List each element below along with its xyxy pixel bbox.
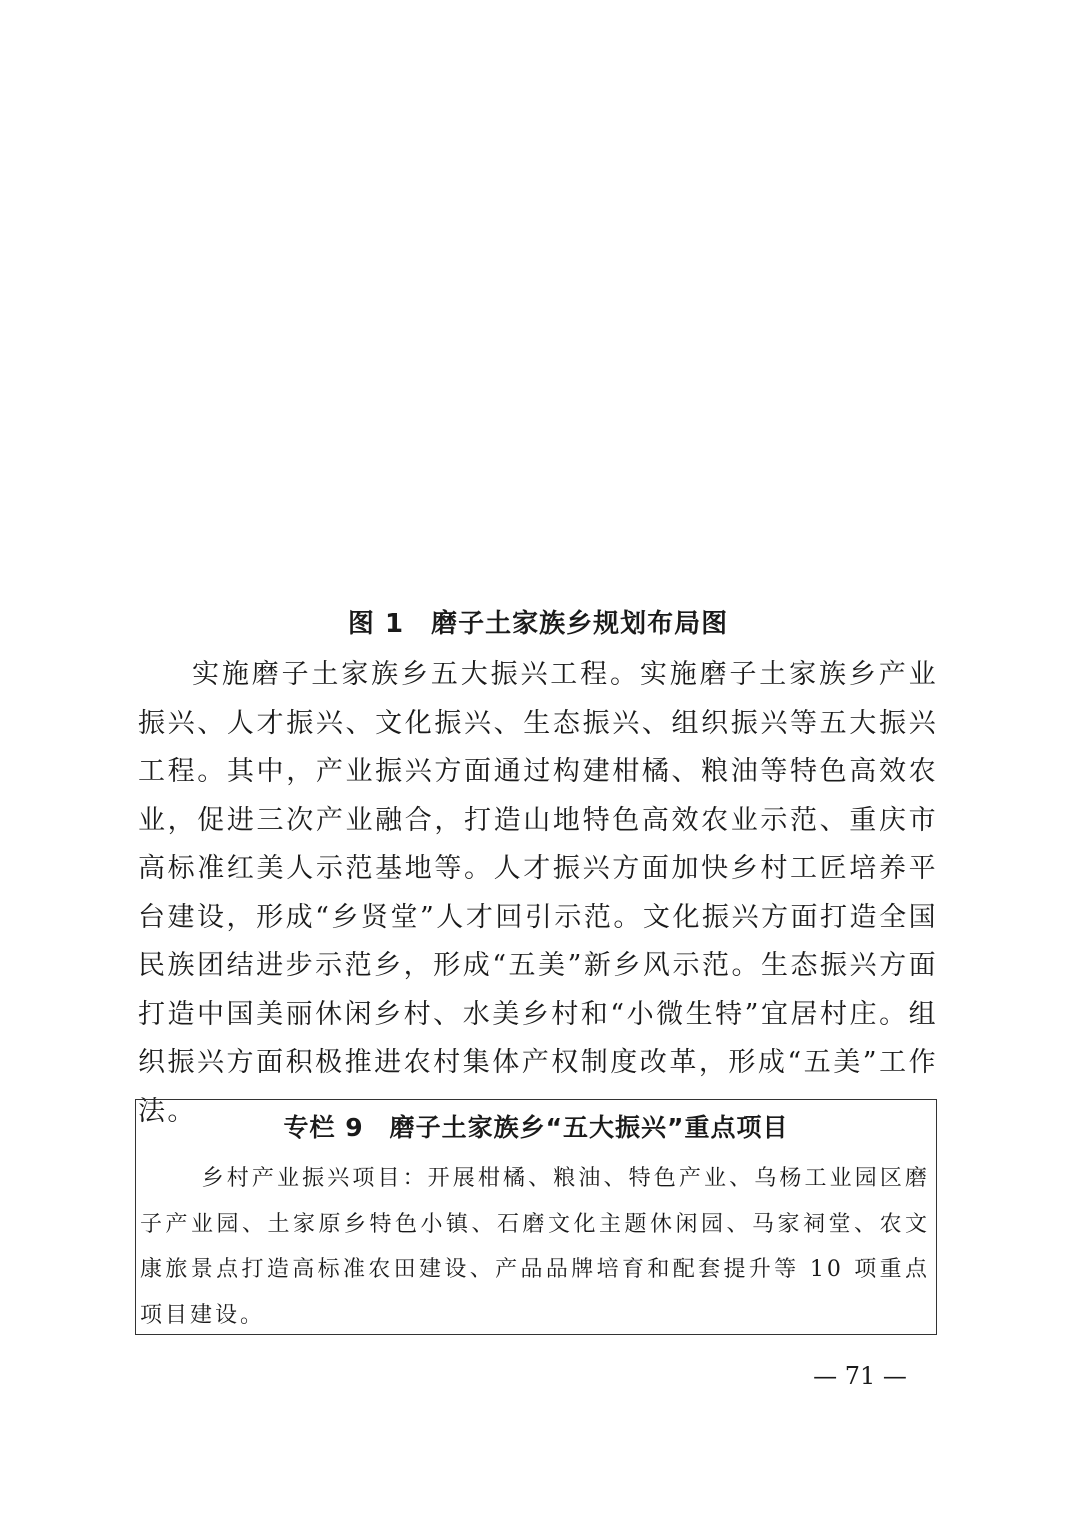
main-body — [138, 651, 938, 1136]
body-paragraph: 实施磨子土家族乡五大振兴工程。实施磨子土家族乡产业振兴、人才振兴、文化振兴、生态振兴、组织振兴等五大振兴工程。其中，产业振兴方面通过构建柑橘、粮油等特色高效农业，促进三次产业融合，打造山地特色高效农业示范、重庆市高标准红美人示范基地等。人才振兴方面加快乡村工匠培养平台建设，形成“乡贤堂”人才回引示范。文化振兴方面打造全国民族团结进步示范乡，形成“五美”新乡风示范。生态振兴方面打造中国美丽休闲乡村、水美乡村和“小微生特”宜居村庄。组织振兴方面积极推进农村集体产权制度改革，形成“五美”工作法。 — [138, 659, 938, 1127]
feature-box-paragraph: 乡村产业振兴项目：开展柑橘、粮油、特色产业、乌杨工业园区磨子产业园、土家原乡特色小镇、石磨文化主题休闲园、马家祠堂、农文康旅景点打造高标准农田建设、产品品牌培育和配套提升等 10 项重点项目建设。 — [140, 1166, 930, 1328]
feature-box-body — [140, 1156, 930, 1338]
feature-box — [135, 1099, 937, 1335]
page-number: — 71 — — [813, 1362, 907, 1390]
feature-box-title: 专栏 9 磨子土家族乡“五大振兴”重点项目 — [283, 1113, 789, 1142]
figure-caption: 图 1 磨子土家族乡规划布局图 — [347, 609, 729, 639]
figure-image-area — [138, 60, 938, 590]
